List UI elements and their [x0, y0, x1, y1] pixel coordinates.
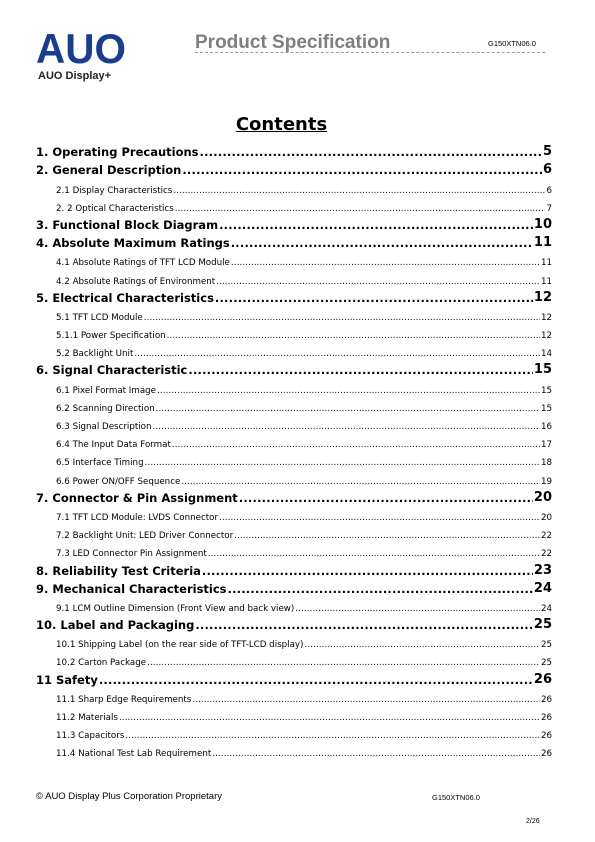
toc-subsection-entry[interactable] — [36, 687, 552, 705]
toc-section-entry[interactable] — [36, 214, 552, 232]
toc-entry-title: 2. General Description — [36, 163, 182, 178]
toc-dot-leader — [147, 658, 540, 668]
toc-subsection-entry[interactable] — [36, 341, 552, 359]
toc-entry-title: 7.3 LED Connector Pin Assignment — [56, 549, 207, 560]
toc-dot-leader — [208, 549, 540, 559]
toc-entry-title: 4.2 Absolute Ratings of Environment — [56, 276, 216, 287]
toc-entry-title: 5.2 Backlight Unit — [56, 349, 134, 360]
toc-entry-title: 1. Operating Precautions — [36, 145, 199, 160]
toc-dot-leader — [188, 363, 533, 377]
toc-dot-leader — [153, 422, 540, 432]
toc-section-entry[interactable] — [36, 359, 552, 377]
toc-page-number: 16 — [540, 422, 552, 432]
toc-entry-title: 11.4 National Test Lab Requirement — [56, 749, 212, 760]
toc-section-entry[interactable] — [36, 141, 552, 159]
contents-heading: Contents — [235, 114, 328, 135]
toc-entry-title: 6.4 The Input Data Format — [56, 440, 171, 451]
page-header-title: Product Specification — [195, 32, 391, 53]
toc-page-number: 23 — [533, 562, 552, 578]
toc-page-number: 10 — [533, 216, 552, 232]
toc-page-number: 22 — [540, 531, 552, 542]
toc-dot-leader — [304, 640, 540, 650]
toc-dot-leader — [192, 695, 540, 705]
toc-dot-leader — [125, 731, 540, 741]
toc-dot-leader — [239, 491, 533, 505]
footer-copyright: © AUO Display Plus Corporation Proprietary — [36, 791, 222, 802]
toc-subsection-entry[interactable] — [36, 596, 552, 614]
toc-page-number: 17 — [540, 440, 552, 451]
svg-text:AUO: AUO — [36, 30, 126, 66]
toc-dot-leader — [195, 618, 533, 632]
toc-subsection-entry[interactable] — [36, 396, 552, 414]
toc-section-entry[interactable] — [36, 487, 552, 505]
toc-entry-title: 5.1.1 Power Specification — [56, 331, 166, 342]
toc-entry-title: 6.2 Scanning Direction — [56, 403, 155, 414]
toc-page-number: 11 — [540, 276, 552, 287]
toc-page-number: 12 — [540, 312, 552, 323]
toc-subsection-entry[interactable] — [36, 323, 552, 341]
toc-entry-title: 6.1 Pixel Format Image — [56, 385, 157, 396]
toc-page-number: 25 — [533, 617, 552, 633]
toc-page-number: 18 — [540, 458, 552, 469]
toc-entry-title: 9.1 LCM Outline Dimension (Front View and back view) — [56, 603, 295, 614]
toc-page-number: 19 — [540, 476, 552, 487]
toc-dot-leader — [295, 604, 540, 614]
toc-page-number: 24 — [540, 603, 552, 614]
logo-subtitle: AUO Display+ — [38, 70, 112, 82]
toc-dot-leader — [156, 404, 540, 414]
toc-entry-title: 5.1 TFT LCD Module — [56, 312, 143, 323]
toc-subsection-entry[interactable] — [36, 432, 552, 450]
toc-dot-leader — [181, 477, 540, 487]
toc-entry-title: 6.3 Signal Description — [56, 422, 152, 432]
toc-entry-title: 6. Signal Characteristic — [36, 363, 188, 378]
footer-model-number: G150XTN06.0 — [432, 793, 480, 802]
toc-subsection-entry[interactable] — [36, 268, 552, 286]
toc-entry-title: 11.2 Materials — [56, 713, 118, 723]
toc-page-number: 26 — [540, 713, 552, 723]
toc-entry-title: 11.3 Capacitors — [56, 731, 125, 742]
toc-page-number: 20 — [533, 489, 552, 505]
toc-dot-leader — [219, 218, 533, 232]
toc-dot-leader — [234, 531, 540, 541]
toc-page-number: 12 — [533, 289, 552, 305]
toc-page-number: 6 — [546, 185, 552, 196]
toc-page-number: 25 — [540, 640, 552, 651]
toc-dot-leader — [231, 258, 540, 268]
toc-page-number: 26 — [540, 749, 552, 760]
toc-page-number: 24 — [533, 580, 552, 596]
toc-subsection-entry[interactable] — [36, 177, 552, 195]
header-divider — [195, 52, 545, 53]
company-logo — [36, 30, 128, 86]
toc-subsection-entry[interactable] — [36, 250, 552, 268]
toc-dot-leader — [134, 349, 540, 359]
toc-page-number: 11 — [533, 235, 552, 251]
table-of-contents — [36, 141, 552, 759]
toc-entry-title: 7.1 TFT LCD Module: LVDS Connector — [56, 512, 219, 523]
toc-page-number: 25 — [540, 658, 552, 669]
toc-entry-title: 7.2 Backlight Unit: LED Driver Connector — [56, 531, 234, 542]
toc-section-entry[interactable] — [36, 159, 552, 177]
toc-subsection-entry[interactable] — [36, 632, 552, 650]
header-model-number: G150XTN06.0 — [488, 39, 536, 48]
toc-entry-title: 6.6 Power ON/OFF Sequence — [56, 476, 181, 487]
toc-page-number: 26 — [540, 694, 552, 705]
toc-entry-title: 9. Mechanical Characteristics — [36, 581, 227, 596]
toc-entry-title: 2. 2 Optical Characteristics — [56, 203, 174, 214]
toc-section-entry[interactable] — [36, 578, 552, 596]
toc-subsection-entry[interactable] — [36, 196, 552, 214]
toc-page-number: 11 — [540, 258, 552, 269]
toc-page-number: 20 — [540, 512, 552, 523]
toc-subsection-entry[interactable] — [36, 741, 552, 759]
toc-dot-leader — [175, 204, 546, 214]
toc-page-number: 15 — [540, 403, 552, 414]
toc-entry-title: 4. Absolute Maximum Ratings — [36, 236, 230, 251]
toc-entry-title: 7. Connector & Pin Assignment — [36, 490, 238, 505]
toc-subsection-entry[interactable] — [36, 541, 552, 559]
toc-section-entry[interactable] — [36, 559, 552, 577]
page-number: 2/26 — [526, 818, 540, 825]
auo-logo-mark — [36, 30, 128, 66]
toc-page-number: 14 — [540, 349, 552, 360]
toc-dot-leader — [182, 163, 542, 177]
toc-dot-leader — [202, 564, 533, 578]
toc-subsection-entry[interactable] — [36, 450, 552, 468]
toc-dot-leader — [167, 331, 540, 341]
toc-entry-title: 4.1 Absolute Ratings of TFT LCD Module — [56, 258, 230, 269]
toc-entry-title: 6.5 Interface Timing — [56, 458, 144, 469]
toc-entry-title: 3. Functional Block Diagram — [36, 217, 219, 232]
toc-subsection-entry[interactable] — [36, 705, 552, 723]
toc-dot-leader — [145, 458, 540, 468]
toc-entry-title: 5. Electrical Characteristics — [36, 290, 214, 305]
toc-section-entry[interactable] — [36, 232, 552, 250]
toc-page-number: 5 — [542, 144, 552, 160]
toc-dot-leader — [200, 145, 542, 159]
toc-dot-leader — [219, 513, 540, 523]
toc-page-number: 6 — [542, 162, 552, 178]
toc-dot-leader — [216, 277, 540, 287]
toc-subsection-entry[interactable] — [36, 523, 552, 541]
toc-dot-leader — [231, 236, 533, 250]
toc-page-number: 26 — [533, 671, 552, 687]
toc-dot-leader — [215, 291, 533, 305]
toc-dot-leader — [157, 386, 540, 396]
toc-subsection-entry[interactable] — [36, 377, 552, 395]
toc-page-number: 26 — [540, 731, 552, 742]
toc-entry-title: 11.1 Sharp Edge Requirements — [56, 694, 192, 705]
toc-entry-title: 11 Safety — [36, 672, 98, 687]
toc-dot-leader — [144, 313, 540, 323]
toc-section-entry[interactable] — [36, 668, 552, 686]
toc-dot-leader — [99, 673, 533, 687]
toc-subsection-entry[interactable] — [36, 650, 552, 668]
toc-page-number: 7 — [546, 203, 552, 214]
toc-subsection-entry[interactable] — [36, 505, 552, 523]
toc-page-number: 22 — [540, 549, 552, 560]
toc-section-entry[interactable] — [36, 614, 552, 632]
toc-subsection-entry[interactable] — [36, 414, 552, 432]
toc-dot-leader — [119, 713, 540, 723]
toc-entry-title: 2.1 Display Characteristics — [56, 185, 173, 196]
toc-dot-leader — [172, 440, 540, 450]
toc-entry-title: 10. Label and Packaging — [36, 618, 195, 633]
toc-subsection-entry[interactable] — [36, 723, 552, 741]
toc-dot-leader — [212, 749, 540, 759]
toc-section-entry[interactable] — [36, 287, 552, 305]
toc-subsection-entry[interactable] — [36, 468, 552, 486]
toc-entry-title: 10.1 Shipping Label (on the rear side of TFT-LCD display) — [56, 640, 304, 651]
toc-page-number: 15 — [540, 385, 552, 396]
toc-dot-leader — [173, 186, 545, 196]
toc-entry-title: 10.2 Carton Package — [56, 658, 147, 669]
toc-subsection-entry[interactable] — [36, 305, 552, 323]
toc-entry-title: 8. Reliability Test Criteria — [36, 563, 201, 578]
toc-page-number: 12 — [540, 331, 552, 342]
toc-dot-leader — [228, 582, 533, 596]
toc-page-number: 15 — [533, 362, 552, 378]
